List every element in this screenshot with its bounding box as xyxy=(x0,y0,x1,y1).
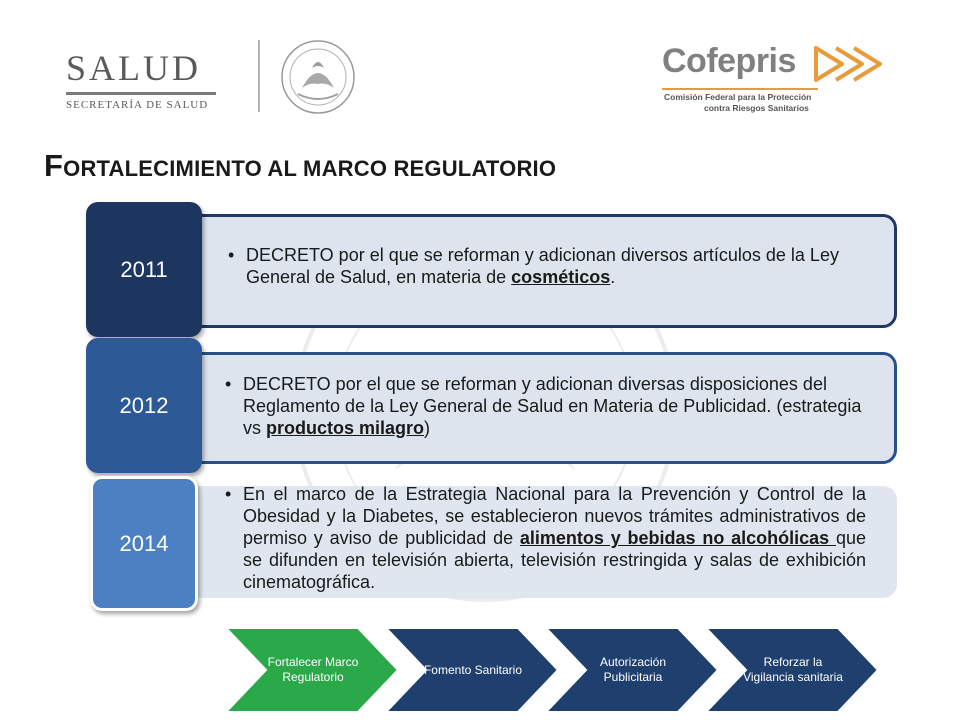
cofepris-underline xyxy=(662,88,818,90)
page-title xyxy=(44,148,556,184)
year-badge-2011: 2011 xyxy=(86,202,202,337)
cofepris-arrows-icon xyxy=(814,46,884,82)
text-pre: DECRETO por el que se reforman y adicionan diversos artículos de la Ley General de Salud, en materia de xyxy=(246,245,839,287)
chevron-autorizacion-publicitaria[interactable] xyxy=(544,626,722,714)
timeline-text-2014 xyxy=(225,483,866,593)
salud-logo xyxy=(66,50,231,111)
cofepris-logo xyxy=(662,42,902,122)
cofepris-subtitle-line1: Comisión Federal para la Protección xyxy=(664,92,812,102)
text-post: que se difunden en televisión abierta, televisión restringida y salas de exhibición cinematográfica. xyxy=(243,528,866,592)
title-rest: ORTALECIMIENTO AL MARCO REGULATORIO xyxy=(63,156,557,181)
text-pre: DECRETO por el que se reforman y adicionan diversas disposiciones del Reglamento de la Ley General de Salud en Materia de Publicidad. (estrategia vs xyxy=(243,374,862,438)
text-pre: En el marco de la Estrategia Nacional para la Prevención y Control de la Obesidad y la Diabetes, se establecieron nuevos trámites administrativos de permiso y aviso de publicidad de xyxy=(243,484,866,548)
mexican-seal-icon xyxy=(272,38,364,116)
chevron-label: Fomento Sanitario xyxy=(423,662,523,677)
chevron-fomento-sanitario[interactable] xyxy=(384,626,562,714)
chevron-fortalecer-marco[interactable] xyxy=(224,626,402,714)
timeline-text-2011 xyxy=(228,244,866,288)
salud-subtitle: SECRETARÍA DE SALUD xyxy=(66,99,209,111)
salud-divider-line xyxy=(66,92,216,95)
year-badge-2014: 2014 xyxy=(90,476,198,611)
cofepris-subtitle-line2: contra Riesgos Sanitarios xyxy=(704,103,809,113)
year-badge-2012: 2012 xyxy=(86,338,202,473)
text-emphasis: alimentos y bebidas no alcohólicas xyxy=(519,528,836,548)
bullet: • xyxy=(225,374,232,394)
chevron-reforzar-vigilancia[interactable] xyxy=(704,626,882,714)
text-post: . xyxy=(610,267,616,287)
bullet: • xyxy=(225,484,232,504)
chevron-label: Autorización Publicitaria xyxy=(599,655,667,684)
text-post: ) xyxy=(424,418,431,438)
timeline-text-2012 xyxy=(225,373,868,439)
title-initial: F xyxy=(44,148,64,183)
header-separator xyxy=(258,40,260,112)
chevron-label: Fortalecer Marco Regulatorio xyxy=(267,655,359,684)
salud-wordmark: SALUD xyxy=(66,48,202,88)
text-emphasis: productos milagro xyxy=(266,418,425,438)
chevron-label: Reforzar la Vigilancia sanitaria xyxy=(743,655,843,684)
text-emphasis: cosméticos xyxy=(511,267,611,287)
cofepris-wordmark: Cofepris xyxy=(662,42,796,80)
bullet: • xyxy=(228,245,235,265)
